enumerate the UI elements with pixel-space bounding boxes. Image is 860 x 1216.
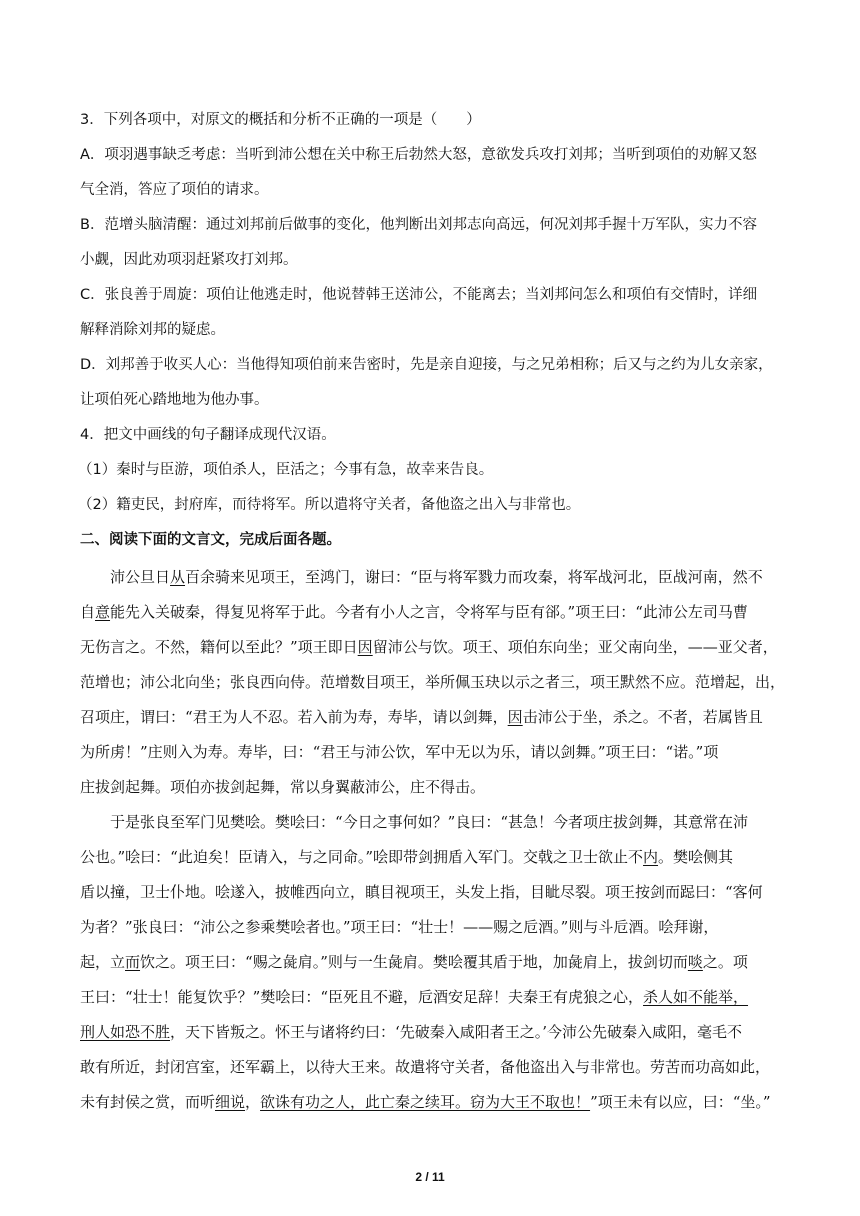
passage-p1-line-7: 庄拔剑起舞。项伯亦拔剑起舞，常以身翼蔽沛公，庄不得击。 [80, 778, 486, 796]
passage-p1-line-1: 沛公旦日从百余骑来见项王，至鸿门，谢曰：“臣与将军戮力而攻秦，将军战河北，臣战河南，然不 [110, 568, 763, 586]
passage-p2-line-6: 王曰：“壮士！能复饮乎？”樊哙曰：“臣死且不避，卮酒安足辞！夫秦王有虎狼之心，杀人如不能举， [80, 988, 749, 1006]
passage-p2-line-5: 起，立而饮之。项王曰：“赐之彘肩。”则与一生彘肩。樊哙覆其盾于地，加彘肩上，拔剑切而啖之。项 [80, 953, 748, 971]
passage-p2-line-8: 敢有所近，封闭宫室，还军霸上，以待大王来。故遣将守关者，备他盗出入与非常也。劳苦而功高如此， [80, 1058, 771, 1076]
option-d-line-1: D．刘邦善于收买人心：当他得知项伯前来告密时，先是亲自迎接，与之兄弟相称；后又与之约为儿女亲家， [80, 357, 773, 373]
passage-p1-line-4: 范增也；沛公北向坐；张良西向侍。范增数目项王，举所佩玉玦以示之者三，项王默然不应。范增起，出， [80, 673, 786, 691]
passage-p2-line-3: 盾以撞，卫士仆地。哙遂入，披帷西向立，瞋目视项王，头发上指，目眦尽裂。项王按剑而跽曰：“客何 [80, 883, 763, 901]
passage-p2-line-4: 为者？”张良曰：“沛公之参乘樊哙者也。”项王曰：“壮士！——赐之卮酒。”则与斗卮酒。哙拜谢， [80, 918, 719, 936]
passage-p2-line-2: 公也。”哙曰：“此迫矣！臣请入，与之同命。”哙即带剑拥盾入军门。交戟之卫士欲止不内。樊哙侧其 [80, 848, 734, 866]
option-a-line-1: A．项羽遇事缺乏考虑：当听到沛公想在关中称王后勃然大怒，意欲发兵攻打刘邦；当听到项伯的劝解又怒 [80, 147, 757, 163]
underlined-char: 啖 [687, 953, 703, 971]
page-number: 2 / 11 [415, 1170, 445, 1184]
question-4-sentence-1: （1）秦时与臣游，项伯杀人，臣活之；今事有急，故幸来告良。 [78, 462, 494, 478]
passage-p1-line-6: 为所虏！”庄则入为寿。寿毕，曰：“君王与沛公饮，军中无以为乐，请以剑舞。”项王曰：“诺。”项 [80, 743, 719, 761]
passage-p2-line-1: 于是张良至军门见樊哙。樊哙曰：“今日之事何如？”良曰：“甚急！今者项庄拔剑舞，其意常在沛 [110, 813, 749, 831]
passage-p2-line-9: 未有封侯之赏，而听细说，欲诛有功之人，此亡秦之续耳。窃为大王不取也！”项王未有以应，曰：“坐。” [80, 1093, 771, 1111]
underlined-char: 从 [170, 568, 186, 586]
section-2-heading: 二、阅读下面的文言文，完成后面各题。 [80, 532, 341, 548]
underlined-char: 因 [507, 708, 523, 726]
passage-p1-line-3: 无伤言之。不然，籍何以至此？”项王即日因留沛公与饮。项王、项伯东向坐；亚父南向坐，——亚父者， [80, 638, 778, 656]
option-b-line-2: 小觑，因此劝项羽赶紧攻打刘邦。 [80, 252, 298, 268]
option-a-line-2: 气全消，答应了项伯的请求。 [80, 182, 269, 198]
passage-p1-line-2: 自意能先入关破秦，得复见将军于此。今者有小人之言，令将军与臣有郤。”项王曰：“此沛公左司马曹 [80, 603, 748, 621]
question-4-stem: 4．把文中画线的句子翻译成现代汉语。 [80, 427, 336, 443]
underlined-sentence: 刑人如恐不胜 [80, 1023, 171, 1041]
question-4-sentence-2: （2）籍吏民，封府库，而待将军。所以遣将守关者，备他盗之出入与非常也。 [78, 497, 581, 513]
underlined-char: 意 [95, 603, 111, 621]
passage-p1-line-5: 召项庄，谓曰：“君王为人不忍。若入前为寿，寿毕，请以剑舞，因击沛公于坐，杀之。不者，若属皆且 [80, 708, 763, 726]
underlined-char: 而 [125, 953, 141, 971]
option-d-line-2: 让项伯死心踏地地为他办事。 [80, 392, 269, 408]
underlined-char: 因 [357, 638, 373, 656]
underlined-word: 细说 [215, 1093, 246, 1111]
question-3-stem: 3．下列各项中，对原文的概括和分析不正确的一项是（ ） [80, 112, 481, 128]
passage-p2-line-7: 刑人如恐不胜，天下皆叛之。怀王与诸将约曰：‘先破秦入咸阳者王之。’今沛公先破秦入咸阳，毫毛不 [80, 1023, 743, 1041]
option-c-line-2: 解释消除刘邦的疑虑。 [80, 322, 225, 338]
underlined-sentence: 欲诛有功之人，此亡秦之续耳。窃为大王不取也！ [260, 1093, 591, 1111]
underlined-sentence: 杀人如不能举， [643, 988, 749, 1006]
underlined-char: 内 [643, 848, 659, 866]
option-c-line-1: C．张良善于周旋：项伯让他逃走时，他说替韩王送沛公，不能离去；当刘邦问怎么和项伯有交情时，详细 [80, 287, 758, 303]
option-b-line-1: B．范增头脑清醒：通过刘邦前后做事的变化，他判断出刘邦志向高远，何况刘邦手握十万军队，实力不容 [80, 217, 757, 233]
